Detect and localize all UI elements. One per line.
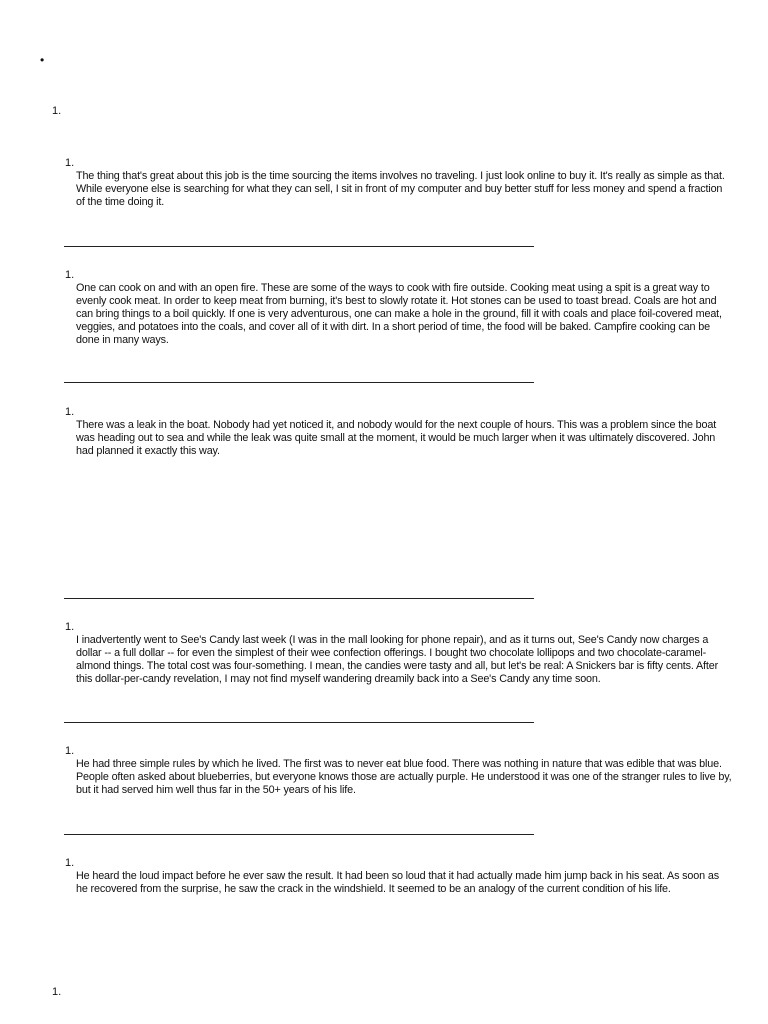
list-item-number: 1. — [65, 157, 75, 169]
divider-line — [64, 246, 534, 247]
divider-line — [64, 834, 534, 835]
list-item-number: 1. — [65, 745, 75, 757]
divider-line — [64, 382, 534, 383]
list-item-number: 1. — [65, 269, 75, 281]
list-item-paragraph: He had three simple rules by which he lived. The first was to never eat blue food. There was nothing in nature that was edible that was blue. People often asked about blueberries, but everyone knows those are actually purple. He understood it was one of the stranger rules to live by, but it had served him well thus far in the 50+ years of his life. — [76, 758, 732, 796]
list-item-number: 1. — [65, 857, 75, 869]
outer-list-number: 1. — [52, 105, 62, 117]
list-item-paragraph: The thing that's great about this job is the time sourcing the items involves no traveling. I just look online to buy it. It's really as simple as that. While everyone else is searching for what they can sell, I sit in front of my computer and buy better stuff for less money and spend a fraction of the time doing it. — [76, 170, 725, 208]
list-item-paragraph: There was a leak in the boat. Nobody had yet noticed it, and nobody would for the next couple of hours. This was a problem since the boat was heading out to sea and while the leak was quite small at the moment, it would be much larger when it was ultimately discovered. John had planned it exactly this way. — [76, 419, 717, 457]
bullet-marker: • — [40, 53, 45, 67]
list-item-paragraph: I inadvertently went to See's Candy last week (I was in the mall looking for phone repair), and as it turns out, See's Candy now charges a dollar -- a full dollar -- for even the simplest of their wee confection offerings. I bought two chocolate lollipops and two chocolate-caramel-almond things. The total cost was four-something. I mean, the candies were tasty and all, but let's be real: A Snickers bar is fifty cents. After this dollar-per-candy revelation, I may not find myself wandering dreamily back into a See's Candy any time soon. — [76, 634, 719, 685]
divider-line — [64, 598, 534, 599]
outer-list-number: 1. — [52, 986, 62, 998]
list-item-paragraph: One can cook on and with an open fire. These are some of the ways to cook with fire outside. Cooking meat using a spit is a great way to evenly cook meat. In order to keep meat from burning, it's best to slowly rotate it. Hot stones can be used to toast bread. Coals are hot and can bring things to a boil quickly. If one is very adventurous, one can make a hole in the ground, fill it with coals and place foil-covered meat, veggies, and potatoes into the coals, and cover all of it with dirt. In a short period of time, the food will be baked. Campfire cooking can be done in many ways. — [76, 282, 722, 346]
list-item-number: 1. — [65, 621, 75, 633]
list-item-number: 1. — [65, 406, 75, 418]
list-item-paragraph: He heard the loud impact before he ever saw the result. It had been so loud that it had actually made him jump back in his seat. As soon as he recovered from the surprise, he saw the crack in the windshield. It seemed to be an analogy of the current condition of his life. — [76, 870, 719, 895]
divider-line — [64, 722, 534, 723]
